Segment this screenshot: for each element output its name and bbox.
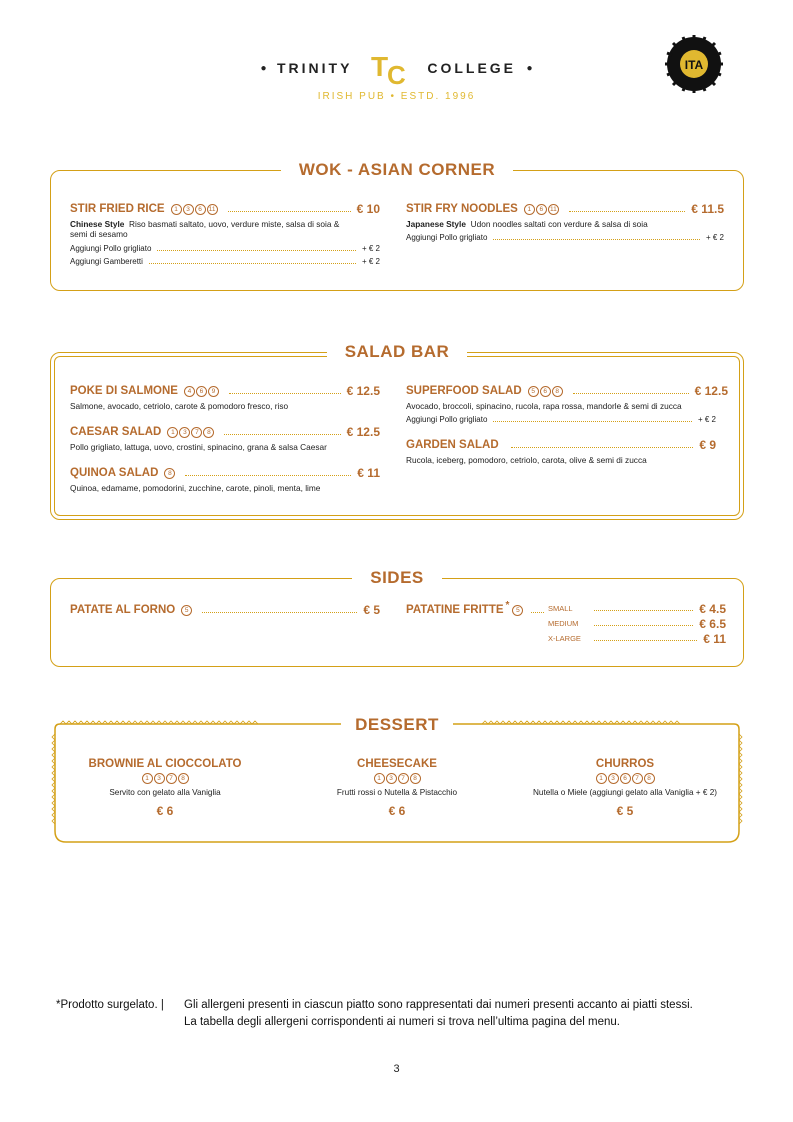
dotted-leader <box>229 393 341 394</box>
allergen-badge: 1 <box>167 427 178 438</box>
allergen-list <box>184 386 219 397</box>
menu-item-patatine-fritte <box>406 601 726 646</box>
dotted-leader <box>202 612 357 613</box>
extra-price: + € 2 <box>361 243 380 253</box>
allergen-badge: 8 <box>178 773 189 784</box>
svg-text:ITA: ITA <box>684 58 704 72</box>
dotted-leader <box>224 434 340 435</box>
item-description: Servito con gelato alla Vaniglia <box>109 788 221 797</box>
dotted-leader <box>594 640 697 641</box>
dotted-leader <box>157 250 356 251</box>
size-label: SMALL <box>548 604 573 613</box>
allergen-list <box>512 605 523 616</box>
item-price: € 12.5 <box>346 384 380 398</box>
item-name: CHURROS <box>595 758 655 770</box>
dotted-leader <box>594 625 693 626</box>
extra-price: + € 2 <box>361 256 380 266</box>
salad-bar-section <box>50 341 744 521</box>
allergen-badge: 3 <box>154 773 165 784</box>
allergen-list <box>164 468 175 479</box>
item-name: PATATE AL FORNO <box>70 604 176 616</box>
extra-label: Aggiungi Pollo grigliato <box>70 243 152 253</box>
item-extra <box>70 244 380 253</box>
dot-icon: ● <box>526 62 533 74</box>
dotted-leader <box>185 475 351 476</box>
item-name: CHEESECAKE <box>357 758 437 770</box>
allergen-badge: 3 <box>386 773 397 784</box>
item-desc-text: Udon noodles saltati con verdure & salsa di soia <box>470 219 648 229</box>
wok-section <box>50 160 744 292</box>
allergen-badge: 8 <box>164 468 175 479</box>
extra-price: + € 2 <box>697 415 716 425</box>
extra-label: Aggiungi Pollo grigliato <box>406 415 488 425</box>
allergen-badge: 8 <box>552 386 563 397</box>
menu-item-patate-al-forno <box>70 603 380 617</box>
frozen-note: *Prodotto surgelato. | <box>56 999 164 1011</box>
allergen-badge: 1 <box>374 773 385 784</box>
size-row <box>548 616 726 631</box>
item-name: QUINOA SALAD <box>70 467 159 479</box>
item-description: Frutti rossi o Nutella & Pistacchio <box>336 788 458 797</box>
item-description: Salmone, avocado, cetriolo, carote & pomodoro fresco, riso <box>70 401 289 411</box>
allergen-list <box>510 773 740 784</box>
item-name: CAESAR SALAD <box>70 426 162 438</box>
logo-left-word: TRINITY <box>276 60 353 76</box>
allergen-list <box>524 204 559 215</box>
allergen-badge: 3 <box>608 773 619 784</box>
allergen-badge: 3 <box>179 427 190 438</box>
item-name: BROWNIE AL CIOCCOLATO <box>88 758 242 770</box>
size-row <box>548 601 726 616</box>
item-price: € 12.5 <box>694 384 728 398</box>
allergen-badge: 6 <box>195 204 206 215</box>
size-label: X-LARGE <box>548 634 581 643</box>
size-row <box>548 631 726 646</box>
section-title-dessert: DESSERT <box>341 715 453 735</box>
item-price: € 11 <box>357 466 380 480</box>
item-price: € 11.5 <box>691 202 724 216</box>
allergen-list <box>171 204 218 215</box>
size-price: € 4.5 <box>699 601 726 616</box>
extra-price: + € 2 <box>705 233 724 243</box>
dessert-item-brownie <box>50 758 280 818</box>
allergen-footnote <box>56 997 756 1030</box>
tc-monogram-icon <box>369 48 411 88</box>
allergen-badge: 7 <box>398 773 409 784</box>
italian-menu-badge[interactable] <box>664 34 724 94</box>
dotted-leader <box>573 393 689 394</box>
item-description: Rucola, iceberg, pomodoro, cetriolo, carota, olive & semi di zucca <box>406 455 647 465</box>
item-price: € 10 <box>356 202 380 216</box>
dessert-item-churros <box>510 758 740 818</box>
item-name: PATATINE FRITTE <box>406 604 504 616</box>
allergen-badge: 6 <box>536 204 547 215</box>
allergen-note-line2: La tabella degli allergeni corrispondenti ai numeri si trova nell’ultima pagina del menu. <box>184 1015 620 1028</box>
dotted-leader <box>569 211 685 212</box>
allergen-list <box>167 427 214 438</box>
allergen-badge: 4 <box>184 386 195 397</box>
allergen-badge: 9 <box>208 386 219 397</box>
dot-icon: ● <box>260 62 267 74</box>
allergen-list <box>50 773 280 784</box>
size-list <box>548 601 726 646</box>
item-desc-text: Riso basmati saltato, uovo, verdure miste, salsa di soia & semi di sesamo <box>70 219 340 240</box>
dotted-leader <box>149 263 356 264</box>
allergen-badge: 7 <box>632 773 643 784</box>
allergen-badge: 11 <box>548 204 559 215</box>
menu-item-garden-salad <box>406 438 716 465</box>
extra-label: Aggiungi Gamberetti <box>70 256 143 266</box>
allergen-badge: 7 <box>191 427 202 438</box>
logo-right-word: COLLEGE <box>427 60 517 76</box>
dotted-leader <box>493 239 700 240</box>
allergen-note-line1: Gli allergeni presenti in ciascun piatto sono rappresentati dai numeri presenti accanto ai piatti stessi. <box>184 999 693 1011</box>
item-price: € 5 <box>363 603 380 617</box>
allergen-list <box>181 605 192 616</box>
item-extra <box>406 233 724 242</box>
item-name: STIR FRY NOODLES <box>406 203 518 215</box>
dotted-leader <box>531 612 544 613</box>
allergen-badge: 1 <box>171 204 182 215</box>
sides-section <box>50 568 744 668</box>
item-price: € 9 <box>699 438 716 452</box>
svg-text:T: T <box>370 51 388 82</box>
section-title-wok: WOK - ASIAN CORNER <box>281 160 513 180</box>
item-name: POKE DI SALMONE <box>70 385 178 397</box>
allergen-badge: 1 <box>142 773 153 784</box>
allergen-badge: 3 <box>183 204 194 215</box>
dotted-leader <box>228 211 351 212</box>
item-description: Pollo grigliato, lattuga, uovo, crostini, spinacino, grana & salsa Caesar <box>70 442 327 452</box>
allergen-badge: 1 <box>524 204 535 215</box>
menu-item-superfood-salad <box>406 384 728 424</box>
page-number: 3 <box>393 1063 400 1075</box>
size-label: MEDIUM <box>548 619 579 628</box>
allergen-badge: 11 <box>207 204 218 215</box>
item-price: € 12.5 <box>346 425 380 439</box>
allergen-badge: 1 <box>596 773 607 784</box>
allergen-badge: 8 <box>203 427 214 438</box>
allergen-badge: 5 <box>528 386 539 397</box>
item-price: € 5 <box>616 804 634 818</box>
menu-item-caesar-salad <box>70 425 380 452</box>
dotted-leader <box>493 421 692 422</box>
tagline: IRISH PUB • ESTD. 1996 <box>317 91 476 102</box>
allergen-badge: 5 <box>512 605 523 616</box>
item-name: GARDEN SALAD <box>406 439 499 451</box>
item-extra <box>70 257 380 266</box>
item-name: STIR FRIED RICE <box>70 203 165 215</box>
size-price: € 11 <box>703 631 726 646</box>
menu-item-quinoa-salad <box>70 466 380 493</box>
size-price: € 6.5 <box>699 616 726 631</box>
section-title-sides: SIDES <box>352 568 442 588</box>
dotted-leader <box>511 447 694 448</box>
dotted-leader <box>594 610 693 611</box>
svg-text:C: C <box>386 60 406 88</box>
item-name: SUPERFOOD SALAD <box>406 385 522 397</box>
frozen-star: * <box>505 599 510 611</box>
item-extra <box>406 415 716 424</box>
item-price: € 6 <box>156 804 174 818</box>
item-description: Avocado, broccoli, spinacino, rucola, rapa rossa, mandorle & semi di zucca <box>406 401 682 411</box>
section-title-salad: SALAD BAR <box>327 342 468 362</box>
allergen-list <box>528 386 563 397</box>
allergen-badge: 6 <box>540 386 551 397</box>
allergen-list <box>282 773 512 784</box>
item-style: Japanese Style <box>406 219 466 229</box>
allergen-badge: 8 <box>410 773 421 784</box>
item-description: Quinoa, edamame, pomodorini, zucchine, carote, pinoli, menta, lime <box>70 483 321 493</box>
menu-item-stir-fry-noodles <box>406 202 724 242</box>
allergen-badge: 6 <box>620 773 631 784</box>
extra-label: Aggiungi Pollo grigliato <box>406 233 488 243</box>
item-price: € 6 <box>388 804 406 818</box>
dessert-section <box>50 714 744 846</box>
item-description: Nutella o Miele (aggiungi gelato alla Vaniglia + € 2) <box>533 788 717 797</box>
allergen-badge: 7 <box>166 773 177 784</box>
allergen-badge: 8 <box>644 773 655 784</box>
allergen-badge: 5 <box>181 605 192 616</box>
item-description <box>406 219 724 229</box>
dessert-item-cheesecake <box>282 758 512 818</box>
item-style: Chinese Style <box>70 219 125 229</box>
menu-item-stir-fried-rice <box>70 202 380 266</box>
menu-item-poke-di-salmone <box>70 384 380 411</box>
item-description <box>70 219 340 240</box>
allergen-badge: 6 <box>196 386 207 397</box>
